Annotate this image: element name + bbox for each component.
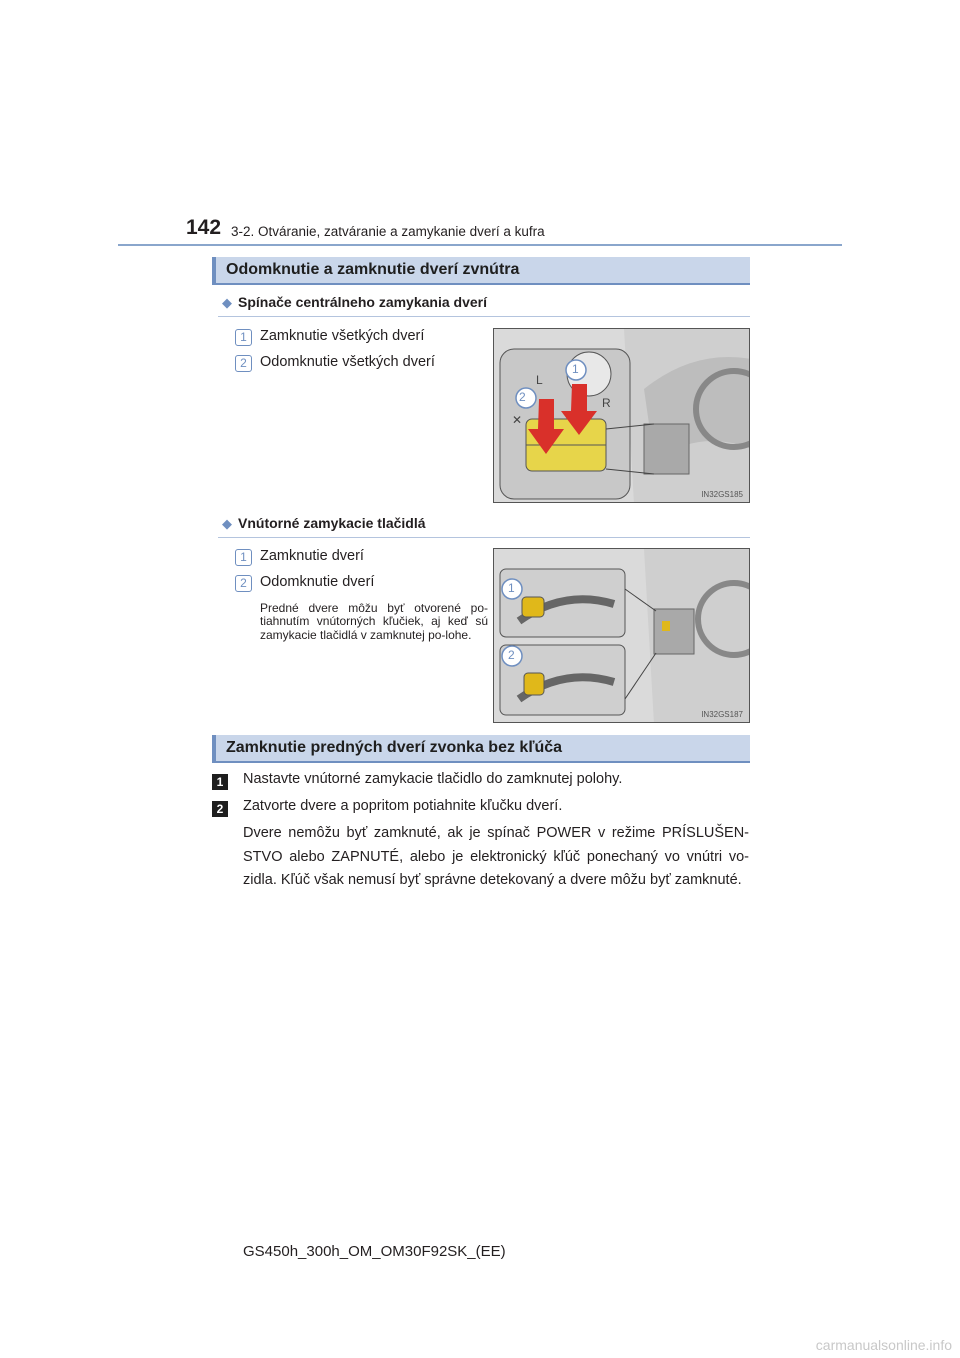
item-number-badge: 2	[235, 575, 252, 592]
figure-code: IN32GS187	[701, 710, 743, 719]
diamond-icon: ◆	[222, 516, 232, 531]
subheading-central-locking	[222, 294, 487, 311]
svg-text:L: L	[536, 373, 543, 387]
diamond-icon: ◆	[222, 295, 232, 310]
section-heading-outside-text: Zamknutie predných dverí zvonka bez kľúča	[226, 739, 563, 756]
section-heading-inside-text: Odomknutie a zamknutie dverí zvnútra	[226, 261, 520, 278]
figure-inside-lock-buttons	[493, 548, 750, 723]
figure-callout-1: 1	[572, 362, 579, 376]
item-number-badge: 1	[235, 329, 252, 346]
header-rule	[118, 244, 842, 246]
figure-callout-1: 1	[508, 581, 515, 595]
item-lock-all-label: Zamknutie všetkých dverí	[260, 328, 425, 344]
inside-lock-buttons-illustration	[494, 549, 750, 723]
item-number-badge: 1	[235, 549, 252, 566]
figure-central-lock-switch	[493, 328, 750, 503]
subheading-inside-lock-buttons	[222, 515, 426, 532]
section-heading-outside	[212, 735, 750, 763]
figure-callout-2: 2	[519, 390, 526, 404]
footer-manual-code: GS450h_300h_OM_OM30F92SK_(EE)	[243, 1243, 506, 1260]
section-heading-inside	[212, 257, 750, 285]
step-number-badge: 2	[212, 801, 228, 817]
svg-text:✕: ✕	[512, 413, 523, 427]
item-number-badge: 2	[235, 355, 252, 372]
subheading-rule	[218, 537, 750, 538]
step-2-text: Zatvorte dvere a popritom potiahnite kľučku dverí.	[243, 798, 563, 814]
chapter-title: 3-2. Otváranie, zatváranie a zamykanie dverí a kufra	[231, 224, 545, 239]
subheading-central-locking-text: Spínače centrálneho zamykania dverí	[238, 294, 487, 310]
watermark: carmanualsonline.info	[815, 1337, 952, 1353]
figure-callout-2: 2	[508, 648, 515, 662]
svg-text:R: R	[602, 396, 611, 410]
item-unlock-all-label: Odomknutie všetkých dverí	[260, 354, 435, 370]
item-lock-door-label: Zamknutie dverí	[260, 548, 364, 564]
item-unlock-door-label: Odomknutie dverí	[260, 574, 375, 590]
step-number-badge: 1	[212, 774, 228, 790]
central-lock-switch-illustration	[494, 329, 750, 503]
explanation-paragraph: Dvere nemôžu byť zamknuté, ak je spínač POWER v režime PRÍSLUŠEN-STVO alebo ZAPNUTÉ, alebo je elektronický kľúč ponechaný vo vnútri vo-zidla. Kľúč však nemusí byť správne detekovaný a dvere môžu byť zamknuté.	[243, 825, 749, 888]
note-inside-handles: Predné dvere môžu byť otvorené po-tiahnutím vnútorných kľučiek, aj keď sú zamykacie tlačidlá v zamknutej po-lohe.	[260, 601, 488, 642]
figure-code: IN32GS185	[701, 490, 743, 499]
step-1-text: Nastavte vnútorné zamykacie tlačidlo do zamknutej polohy.	[243, 771, 623, 787]
subheading-rule	[218, 316, 750, 317]
subheading-inside-lock-buttons-text: Vnútorné zamykacie tlačidlá	[238, 515, 426, 531]
page-number: 142	[186, 216, 222, 239]
